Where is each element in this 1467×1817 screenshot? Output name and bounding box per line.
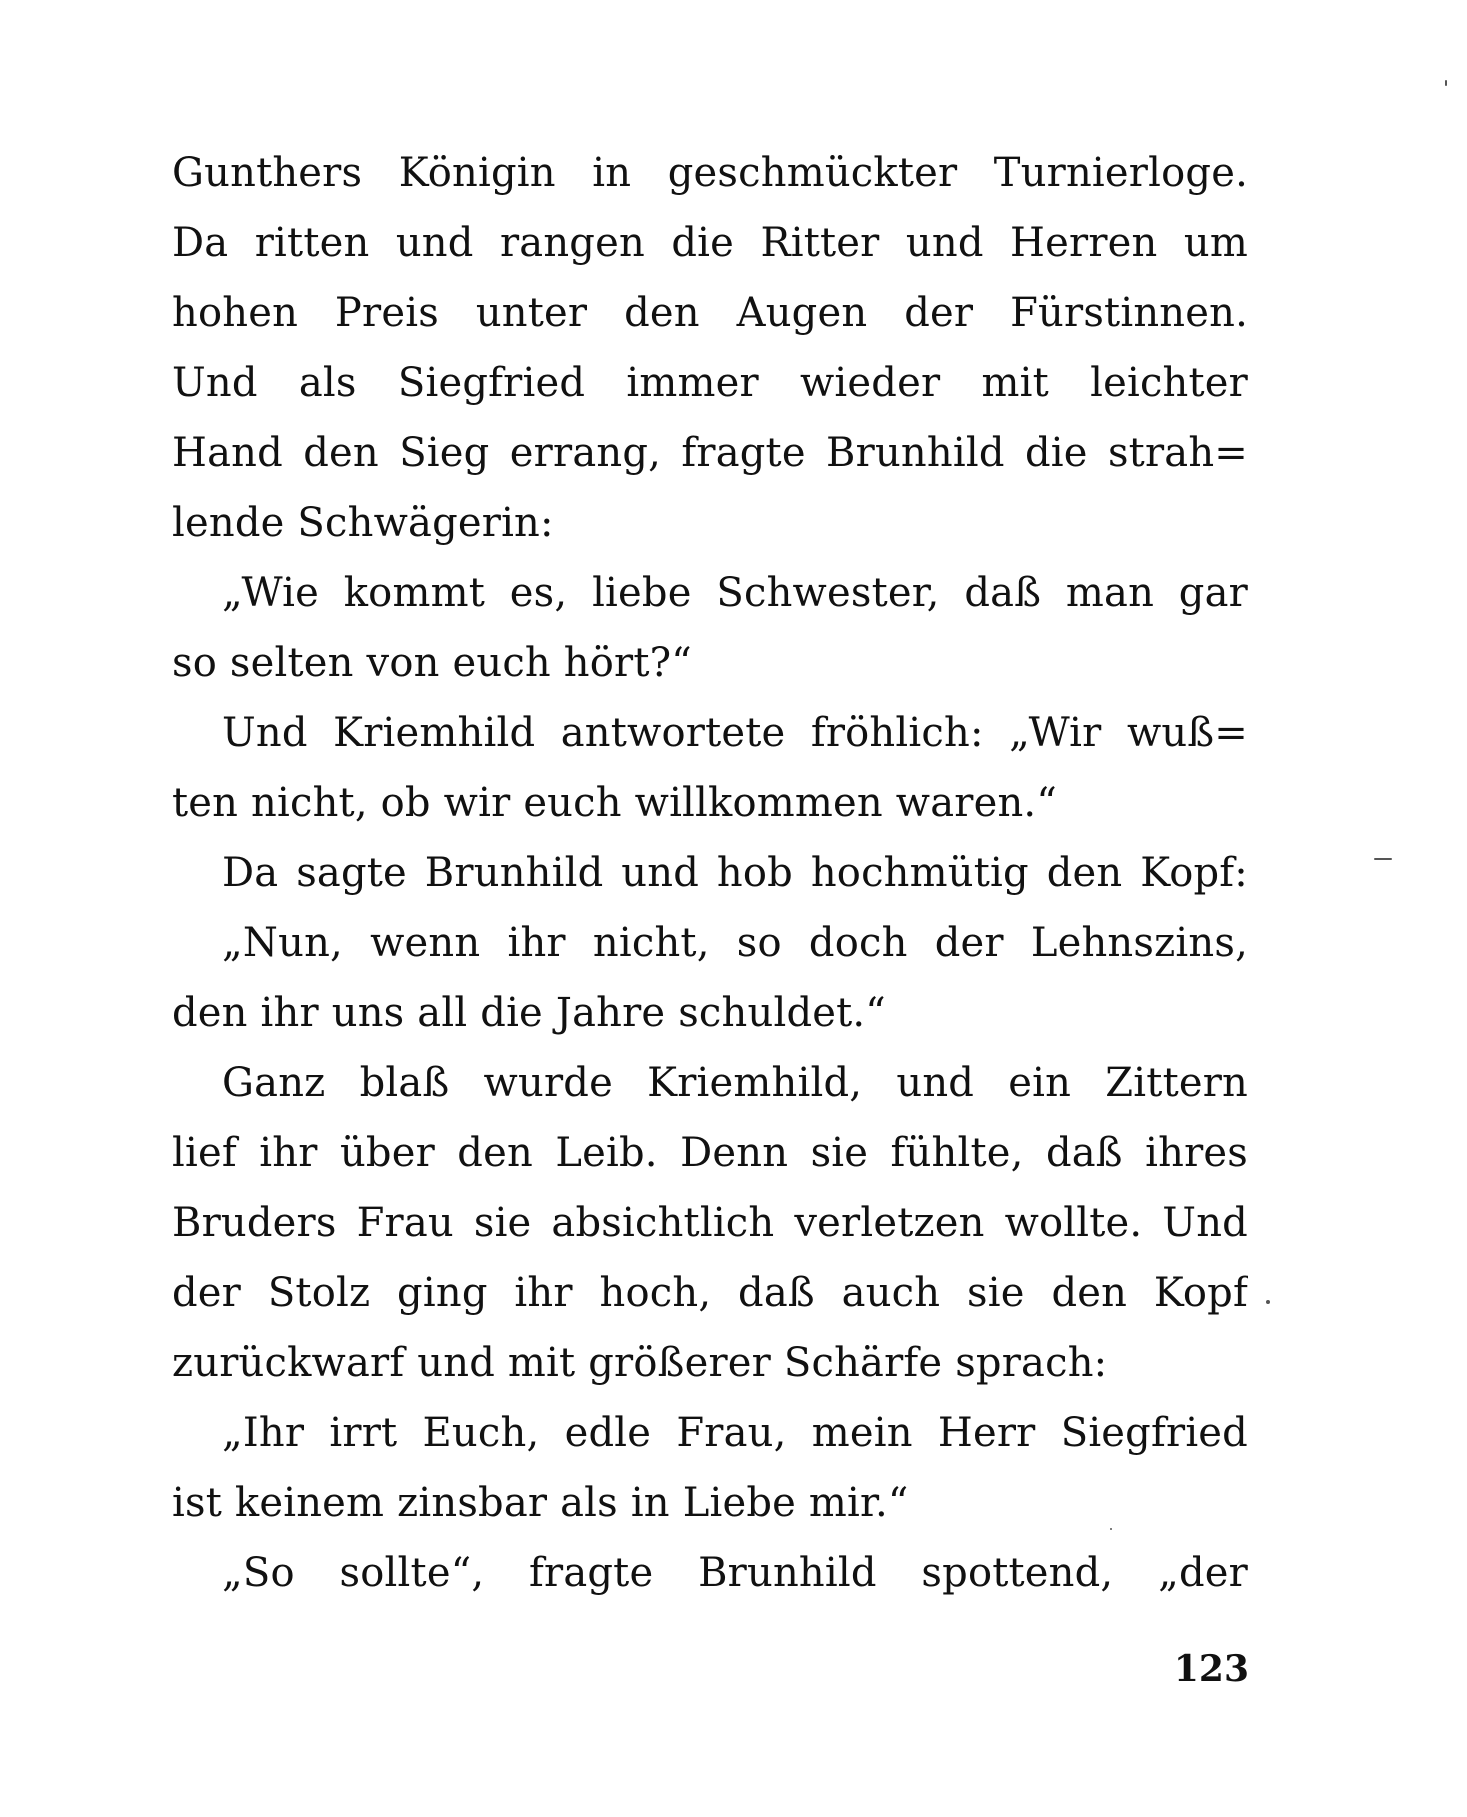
text-line: Und als Siegfried immer wieder mit leichter bbox=[172, 360, 1248, 406]
text-line: der Stolz ging ihr hoch, daß auch sie den Kopf bbox=[172, 1270, 1248, 1316]
text-line: so selten von euch hört?“ bbox=[172, 640, 692, 686]
text-line: ist keinem zinsbar als in Liebe mir.“ bbox=[172, 1480, 909, 1526]
page-number: 123 bbox=[1173, 1648, 1249, 1690]
text-line: zurückwarf und mit größerer Schärfe sprach: bbox=[172, 1340, 1108, 1386]
scan-speck bbox=[1374, 858, 1392, 860]
text-line: „Ihr irrt Euch, edle Frau, mein Herr Siegfried bbox=[222, 1410, 1248, 1456]
text-line: hohen Preis unter den Augen der Fürstinnen. bbox=[172, 290, 1248, 336]
text-line: „Nun, wenn ihr nicht, so doch der Lehnszins, bbox=[222, 920, 1248, 966]
text-line: Und Kriemhild antwortete fröhlich: „Wir wuß= bbox=[222, 710, 1248, 756]
text-line: Ganz blaß wurde Kriemhild, und ein Zittern bbox=[222, 1060, 1248, 1106]
text-line: den ihr uns all die Jahre schuldet.“ bbox=[172, 990, 886, 1036]
text-line: lief ihr über den Leib. Denn sie fühlte, daß ihres bbox=[172, 1130, 1248, 1176]
text-line: lende Schwägerin: bbox=[172, 500, 554, 546]
scan-speck bbox=[1445, 80, 1447, 86]
text-line: Da ritten und rangen die Ritter und Herren um bbox=[172, 220, 1248, 266]
scan-speck bbox=[1110, 1528, 1112, 1530]
text-line: Bruders Frau sie absichtlich verletzen wollte. Und bbox=[172, 1200, 1248, 1246]
text-line: „So sollte“, fragte Brunhild spottend, „der bbox=[222, 1550, 1248, 1596]
text-line: Gunthers Königin in geschmückter Turnierloge. bbox=[172, 150, 1248, 196]
scan-speck bbox=[1266, 1300, 1270, 1304]
text-line: Da sagte Brunhild und hob hochmütig den Kopf: bbox=[222, 850, 1248, 896]
text-line: Hand den Sieg errang, fragte Brunhild die strah= bbox=[172, 430, 1248, 476]
text-line: „Wie kommt es, liebe Schwester, daß man gar bbox=[222, 570, 1248, 616]
body-text bbox=[172, 138, 1248, 1608]
text-line: ten nicht, ob wir euch willkommen waren.“ bbox=[172, 780, 1057, 826]
